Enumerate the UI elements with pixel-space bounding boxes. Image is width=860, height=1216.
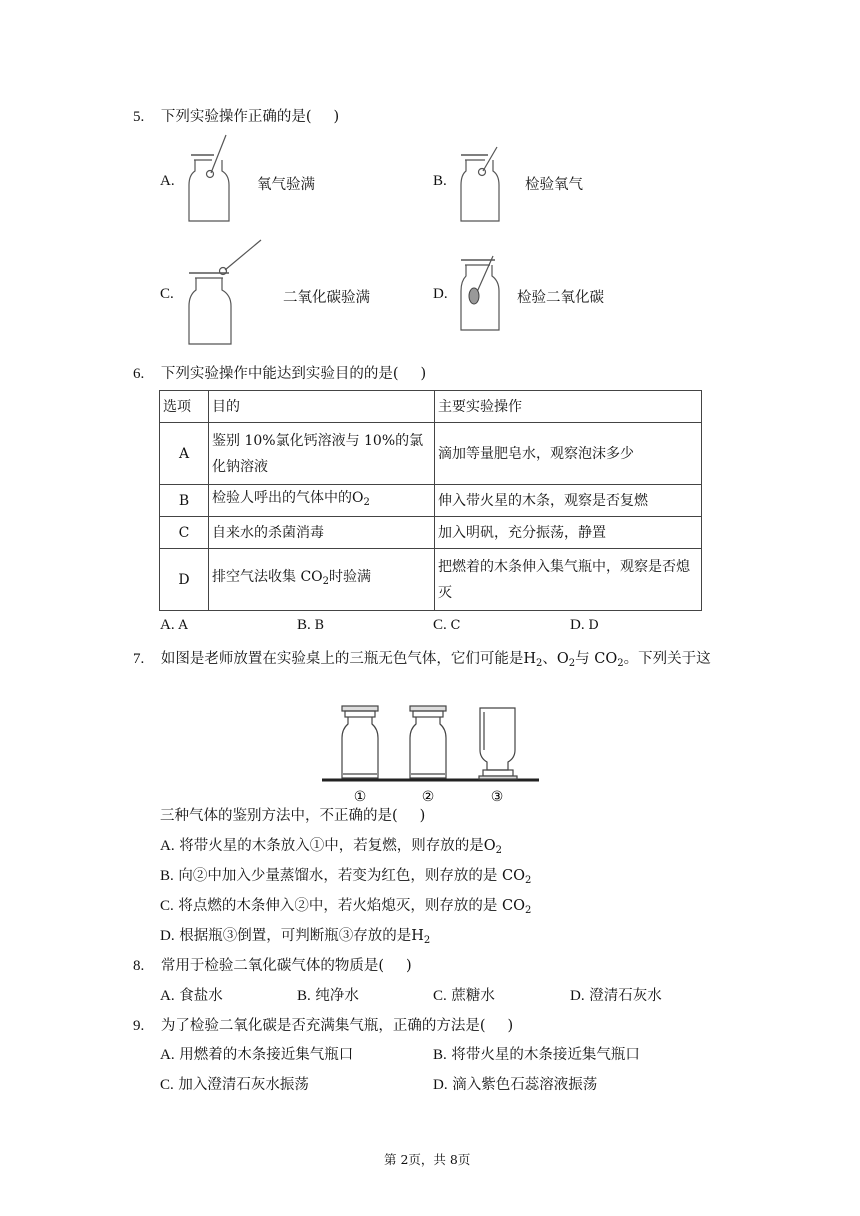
option-text: 中加入少量蒸馏水，若变为红色，则存放的是 CO (207, 868, 525, 884)
page-footer: 第 2页，共 8页 (384, 1152, 471, 1167)
question-8 (133, 954, 412, 975)
option-letter: A. (160, 1047, 175, 1063)
paren-close: ) (507, 1018, 514, 1034)
bottle-with-stick-inside-icon (185, 133, 245, 228)
question-stem: 下列实验操作正确的是( (160, 109, 312, 125)
q8-option-a[interactable] (160, 984, 223, 1005)
table-row (160, 517, 702, 549)
circled-number: ② (192, 868, 208, 884)
cell-text: 时验满 (329, 569, 372, 585)
question-stem: 为了检验二氧化碳是否充满集气瓶，正确的方法是( (160, 1018, 486, 1034)
q9-option-b[interactable] (433, 1043, 640, 1064)
option-letter: D. (433, 1077, 448, 1093)
question-stem: 下列实验操作中能达到实验目的的是( (160, 366, 399, 382)
question-number: 7. (133, 651, 145, 667)
table-cell: D (160, 549, 209, 611)
option-text: 向 (178, 868, 193, 884)
table-header: 选项 (160, 391, 209, 423)
q5-option-d-caption: 检验二氧化碳 (517, 290, 604, 306)
option-text: B (314, 618, 325, 633)
table-row (160, 423, 702, 485)
q6-option-a[interactable] (160, 617, 188, 634)
q6-option-c[interactable] (433, 617, 460, 634)
table-cell: 自来水的杀菌消毒 (209, 517, 435, 549)
q5-option-a-letter[interactable]: A. (160, 173, 175, 189)
option-letter: A. (160, 988, 175, 1004)
question-number: 9. (133, 1018, 145, 1034)
table-header: 主要实验操作 (435, 391, 702, 423)
option-text: 蔗糖水 (451, 988, 495, 1004)
question-number: 6. (133, 366, 145, 382)
table-cell: A (160, 423, 209, 485)
subscript: 2 (322, 576, 330, 587)
table-cell (209, 423, 435, 485)
option-text: 用燃着的木条接近集气瓶口 (179, 1047, 354, 1063)
table-cell (209, 485, 435, 517)
table-header-row (160, 391, 702, 423)
q7-option-b[interactable] (160, 864, 531, 886)
q5-option-c-letter[interactable]: C. (160, 286, 174, 302)
table-cell: C (160, 517, 209, 549)
question-stem: 三种气体的鉴别方法中，不正确的是( (160, 808, 398, 824)
option-text: 将带火星的木条接近集气瓶口 (451, 1047, 640, 1063)
cell-line: 化钠溶液 (212, 458, 268, 475)
q5-option-d-letter[interactable]: D. (433, 286, 448, 302)
q5-option-b-letter[interactable]: B. (433, 173, 447, 189)
option-text: 加入澄清石灰水振荡 (178, 1077, 309, 1093)
paren-close: ) (406, 958, 412, 974)
paren-close: ) (419, 808, 426, 824)
option-text: 纯净水 (315, 988, 359, 1004)
option-letter: B. (297, 617, 311, 633)
q7-option-c[interactable] (160, 894, 531, 916)
table-row (160, 549, 702, 611)
q5-option-a-caption: 氧气验满 (257, 177, 315, 193)
option-text: 中，若火焰熄灭，则存放的是 CO (308, 898, 525, 914)
cell-line: 把燃着的木条伸入集气瓶中，观察是否熄 (438, 558, 690, 575)
cell-line: 鉴别 10%氯化钙溶液与 10%的氯 (212, 432, 424, 449)
question-number: 5. (133, 109, 145, 125)
subscript: 2 (363, 497, 370, 508)
cell-line: 灭 (438, 584, 452, 601)
q9-option-d[interactable] (433, 1073, 597, 1094)
table-cell (435, 549, 702, 611)
option-letter: A. (160, 838, 175, 854)
q8-option-d[interactable] (570, 984, 662, 1005)
q7-option-a[interactable] (160, 834, 502, 856)
q8-option-c[interactable] (433, 984, 495, 1005)
option-letter: C. (433, 617, 447, 633)
option-letter: D. (570, 617, 585, 633)
option-text: A (178, 618, 188, 633)
paren-close: ) (333, 109, 340, 125)
circled-number: ③ (338, 928, 354, 944)
subscript: 2 (524, 905, 532, 916)
bottle-with-stick-above-icon (185, 238, 265, 350)
bottle-with-flame-inside-icon (457, 254, 517, 334)
question-6 (133, 362, 426, 383)
option-text: 存放的是H (353, 928, 424, 944)
q6-option-b[interactable] (297, 617, 324, 634)
q5-option-b-caption: 检验氧气 (525, 177, 583, 193)
cell-text: 检验人呼出的气体中的O (212, 490, 364, 506)
option-text: 根据瓶 (179, 928, 223, 944)
q5-option-c-caption: 二氧化碳验满 (283, 290, 370, 306)
option-text: 食盐水 (179, 988, 223, 1004)
inverted-bottle-3-icon (479, 708, 517, 779)
circled-number: ① (309, 838, 325, 854)
bottle-1-icon (342, 706, 378, 778)
option-text: 将点燃的木条伸入 (178, 898, 295, 914)
option-text: 倒置，可判断瓶 (237, 928, 339, 944)
option-text: C (450, 618, 461, 633)
option-text: 澄清石灰水 (589, 988, 662, 1004)
subscript: 2 (423, 935, 431, 946)
option-letter: D. (160, 928, 175, 944)
bottle-label-1: ① (353, 789, 367, 805)
q8-option-b[interactable] (297, 984, 359, 1005)
option-letter: B. (433, 1047, 447, 1063)
subscript: 2 (495, 845, 502, 856)
bottle-2-icon (410, 706, 446, 778)
paren-close: ) (420, 366, 427, 382)
q7-option-d[interactable] (160, 924, 430, 946)
option-letter: D. (570, 988, 585, 1004)
table-cell: B (160, 485, 209, 517)
bottle-label-2: ② (421, 789, 435, 805)
bottle-with-stick-at-mouth-icon (457, 133, 517, 228)
cell-text: 排空气法收集 CO (212, 569, 323, 585)
table-cell: 加入明矾，充分振荡，静置 (435, 517, 702, 549)
question-7-stem-continued (160, 804, 425, 825)
circled-number: ③ (222, 928, 238, 944)
three-gas-bottles-figure (322, 700, 540, 805)
option-letter: C. (160, 1077, 174, 1093)
q6-table (159, 390, 702, 611)
option-letter: B. (297, 988, 311, 1004)
table-header: 目的 (209, 391, 435, 423)
subscript: 2 (524, 875, 532, 886)
question-stem: 如图是老师放置在实验桌上的三瓶无色气体，它们可能是$H_2$、$O_2$与 $CO_2$。下列关于这 (160, 651, 711, 669)
option-letter: C. (433, 988, 447, 1004)
option-letter: B. (160, 868, 174, 884)
option-text: 滴入紫色石蕊溶液振荡 (452, 1077, 598, 1093)
q9-option-c[interactable] (160, 1073, 309, 1094)
option-letter: C. (160, 898, 174, 914)
question-9 (133, 1014, 513, 1035)
table-cell (209, 549, 435, 611)
q6-option-d[interactable] (570, 617, 599, 634)
question-5 (133, 105, 339, 126)
option-text: D (588, 618, 599, 633)
question-7 (133, 647, 711, 669)
table-row (160, 485, 702, 517)
question-stem: 常用于检验二氧化碳气体的物质是( (160, 958, 385, 974)
table-cell: 滴加等量肥皂水，观察泡沫多少 (435, 423, 702, 485)
question-number: 8. (133, 958, 145, 974)
q9-option-a[interactable] (160, 1043, 353, 1064)
option-text: 中，若复燃，则存放的是O (324, 838, 496, 854)
option-letter: A. (160, 617, 175, 633)
option-text: 将带火星的木条放入 (179, 838, 310, 854)
circled-number: ② (294, 898, 309, 914)
bottle-label-3: ③ (490, 789, 504, 805)
table-cell: 伸入带火星的木条，观察是否复燃 (435, 485, 702, 517)
